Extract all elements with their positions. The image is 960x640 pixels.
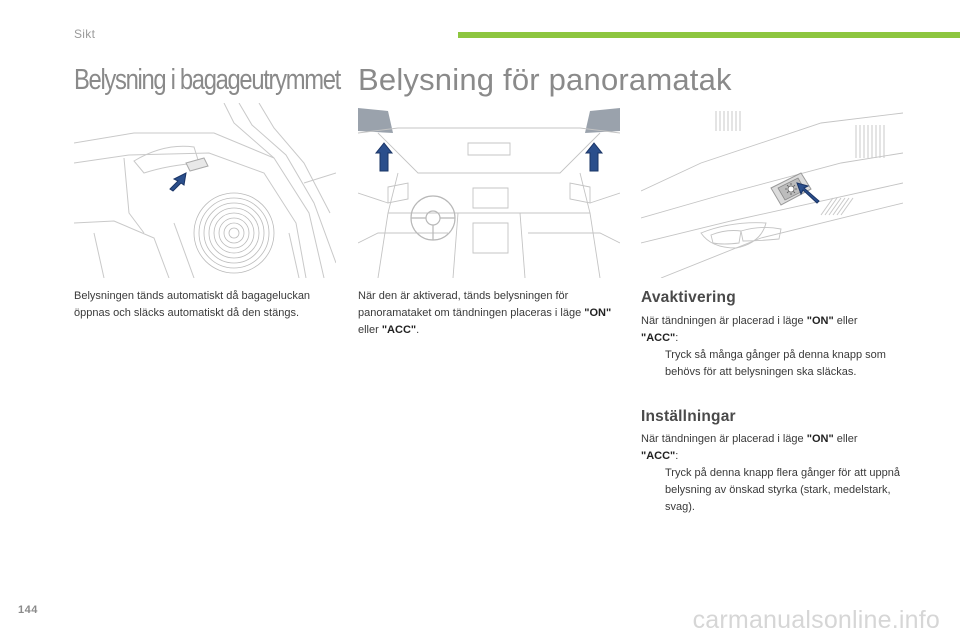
cabin-panoramic-roof-illustration xyxy=(358,103,620,278)
header-accent-bar xyxy=(458,32,960,38)
control-panel-drawing xyxy=(641,103,903,278)
mode-acc: "ACC" xyxy=(641,332,676,344)
mode-on: "ON" xyxy=(584,307,612,319)
trunk-lighting-description: Belysningen tänds automatiskt då bagageluckan öppnas och släcks automatiskt då den stängs. xyxy=(74,290,311,319)
deactivation-instruction-text: Tryck så många gånger på denna knapp som behövs för att belysningen ska släckas. xyxy=(665,349,886,378)
speaker-strip xyxy=(821,198,853,215)
vent-grille-left xyxy=(716,111,740,131)
mode-acc: "ACC" xyxy=(381,324,417,336)
speaker-grille xyxy=(194,193,274,273)
trunk-interior-illustration xyxy=(74,103,336,278)
steering-wheel xyxy=(411,196,455,240)
arrow-icon xyxy=(376,143,392,171)
mode-on: "ON" xyxy=(806,433,834,445)
watermark: carmanualsonline.info xyxy=(692,606,940,634)
settings-condition: När tändningen är placerad i läge "ON" eller "ACC": xyxy=(641,433,858,462)
settings-instruction-text: Tryck på denna knapp flera gånger för att uppnå belysning av önskad styrka (stark, medelstark, svag). xyxy=(665,467,901,513)
vent-grille-right xyxy=(856,125,884,158)
arrow-icon xyxy=(586,143,602,171)
light-icon xyxy=(788,186,794,192)
page-number: 144 xyxy=(18,604,38,616)
panoramic-roof-description: När den är aktiverad, tänds belysningen för panoramataket om tändningen placeras i läge "ON" eller "ACC". xyxy=(358,290,612,336)
arrow-icon xyxy=(797,183,819,203)
trunk-lamp xyxy=(186,158,208,171)
section-label: Sikt xyxy=(74,27,96,41)
deactivation-instruction xyxy=(641,347,903,381)
panoramic-roof-lighting-title: Belysning för panoramatak xyxy=(358,62,732,97)
ceiling-control-panel-illustration xyxy=(641,103,903,278)
deactivation-heading: Avaktivering xyxy=(641,289,736,306)
mode-acc: "ACC" xyxy=(641,450,676,462)
settings-heading: Inställningar xyxy=(641,408,736,425)
cabin-drawing xyxy=(358,103,620,278)
trunk-lighting-title: Belysning i bagageutrymmet xyxy=(74,64,340,96)
arrow-icon xyxy=(170,173,186,191)
mode-on: "ON" xyxy=(806,315,834,327)
settings-instruction xyxy=(641,465,903,516)
trunk-interior-drawing xyxy=(74,103,336,278)
deactivation-condition: När tändningen är placerad i läge "ON" eller "ACC": xyxy=(641,315,858,344)
